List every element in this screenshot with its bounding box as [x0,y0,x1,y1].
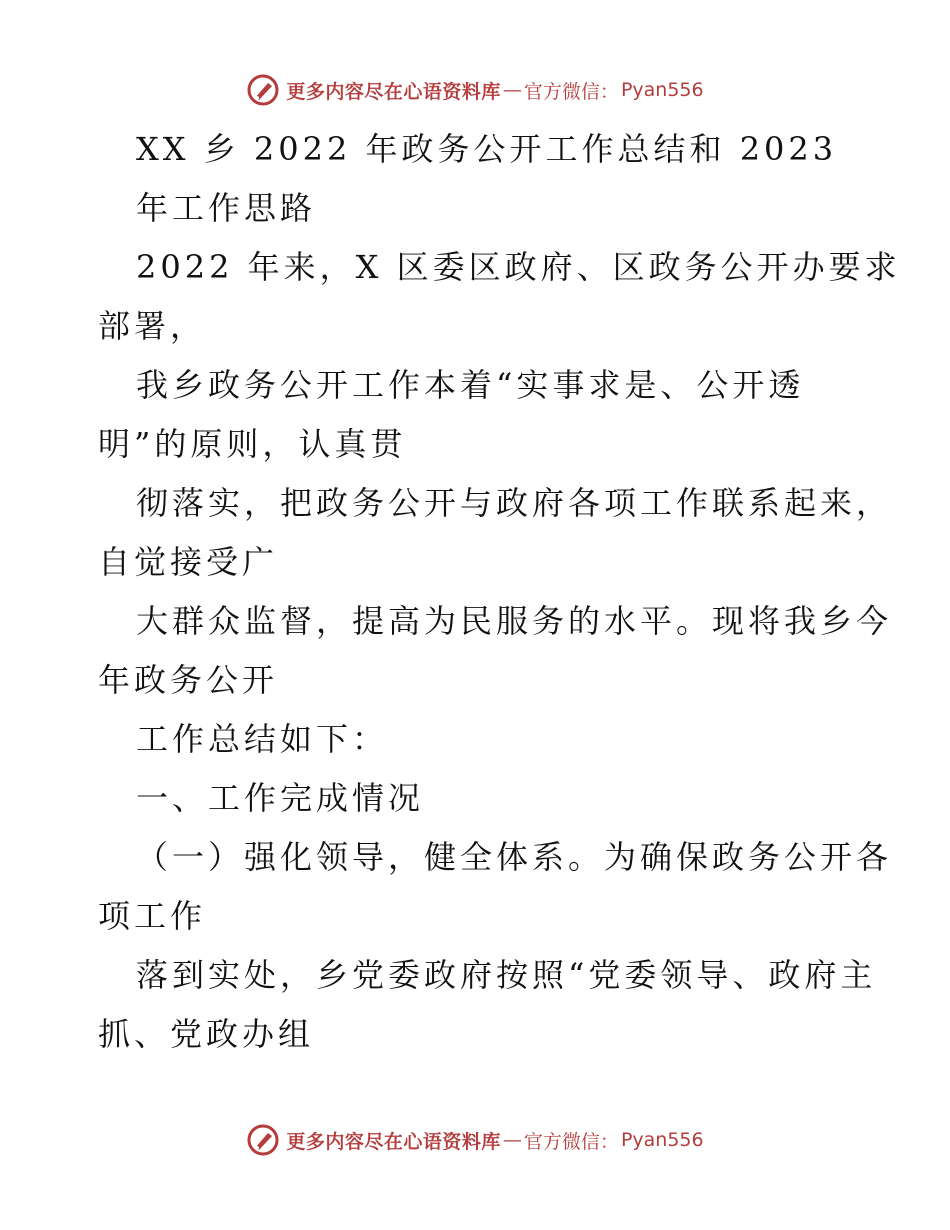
text-line: XX 乡 2022 年政务公开工作总结和 2023 [136,130,838,168]
banner-wechat-label: 官方微信： [523,1130,619,1153]
text-line: 我乡政务公开工作本着“实事求是、公开透 [136,366,805,404]
banner-wechat-id: Pyan556 [620,1129,704,1151]
text-line: 2022 年来，X 区委区政府、区政务公开办要求 [136,248,901,286]
banner-wechat-label: 官方微信： [523,80,619,103]
banner-text: 更多内容尽在心语资料库 [286,80,501,103]
banner-dash: — [502,79,522,101]
text-line: 工作总结如下： [136,720,389,758]
text-line: 项工作 [98,897,207,935]
text-line: 自觉接受广 [98,543,279,581]
banner-dash: — [502,1129,522,1151]
text-line: 明”的原则，认真贯 [98,425,407,463]
text-line: 年政务公开 [98,661,279,699]
banner-text: 更多内容尽在心语资料库 [286,1130,501,1153]
document-body [98,120,901,1064]
banner-wechat-id: Pyan556 [620,79,704,101]
pen-circle-logo-icon [246,73,280,107]
text-line: 一、工作完成情况 [136,779,425,817]
text-line: 抓、党政办组 [98,1015,315,1053]
text-line: 落到实处，乡党委政府按照“党委领导、政府主 [136,956,877,994]
text-line: （一）强化领导，健全体系。为确保政务公开各 [136,838,893,876]
text-line: 部署， [98,307,207,345]
header-banner [0,70,950,110]
text-line: 彻落实，把政务公开与政府各项工作联系起来， [136,484,893,522]
text-line: 年工作思路 [136,189,317,227]
footer-banner [0,1120,950,1160]
pen-circle-logo-icon [246,1123,280,1157]
text-line: 大群众监督，提高为民服务的水平。现将我乡今 [136,602,893,640]
